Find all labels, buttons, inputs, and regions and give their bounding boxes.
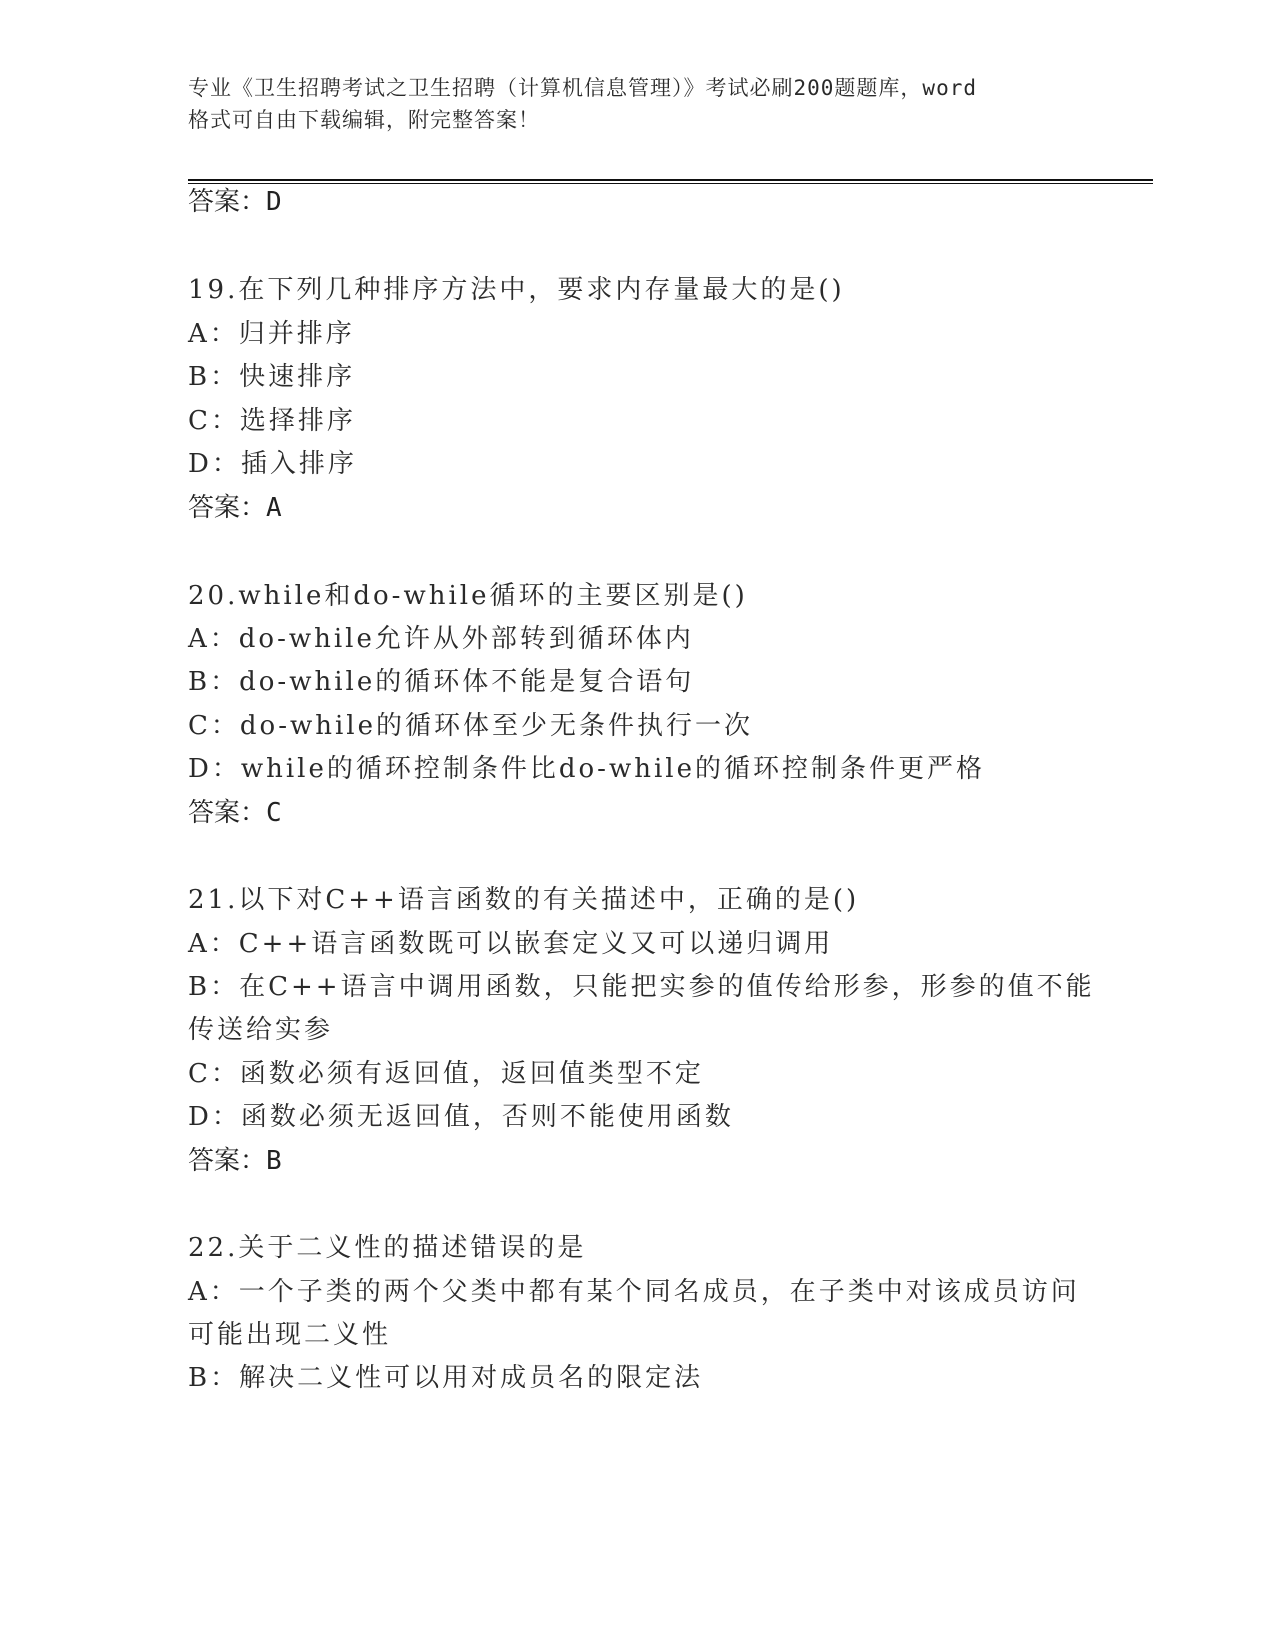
question-21-option-d: D：函数必须无返回值，否则不能使用函数 (188, 1102, 734, 1132)
question-20-stem: 20.while和do-while循环的主要区别是() (188, 581, 748, 611)
question-21-option-a: A：C++语言函数既可以嵌套定义又可以递归调用 (188, 929, 834, 959)
question-21-option-c: C：函数必须有返回值，返回值类型不定 (188, 1059, 704, 1089)
question-19-option-a: A：归并排序 (188, 319, 355, 349)
question-20-option-b: B：do-while的循环体不能是复合语句 (188, 667, 695, 697)
answer-20: 答案：C (188, 798, 282, 828)
question-21-option-b-continued: 传送给实参 (188, 1015, 334, 1045)
question-20-option-c: C：do-while的循环体至少无条件执行一次 (188, 711, 753, 741)
answer-18: 答案：D (188, 187, 282, 217)
answer-21: 答案：B (188, 1146, 282, 1176)
question-22-option-b: B：解决二义性可以用对成员名的限定法 (188, 1363, 704, 1393)
question-19-stem: 19.在下列几种排序方法中，要求内存量最大的是() (188, 275, 845, 305)
header-divider-thick (188, 179, 1153, 181)
question-21-option-b: B：在C++语言中调用函数，只能把实参的值传给形参，形参的值不能 (188, 972, 1095, 1002)
question-19-option-b: B：快速排序 (188, 362, 356, 392)
question-22-option-a-continued: 可能出现二义性 (188, 1320, 392, 1350)
header-divider-thin (188, 183, 1153, 184)
question-19-option-d: D：插入排序 (188, 449, 357, 479)
question-20-option-a: A：do-while允许从外部转到循环体内 (188, 624, 694, 654)
header-line-2: 格式可自由下载编辑，附完整答案！ (188, 108, 540, 132)
document-header (188, 72, 1088, 136)
answer-19: 答案：A (188, 493, 282, 523)
question-22-option-a: A：一个子类的两个父类中都有某个同名成员，在子类中对该成员访问 (188, 1277, 1080, 1307)
question-20-option-d: D：while的循环控制条件比do-while的循环控制条件更严格 (188, 754, 985, 784)
question-19-option-c: C：选择排序 (188, 406, 356, 436)
question-21-stem: 21.以下对C++语言函数的有关描述中，正确的是() (188, 885, 860, 915)
header-line-1: 专业《卫生招聘考试之卫生招聘（计算机信息管理）》考试必刷200题题库，word (188, 76, 977, 100)
question-22-stem: 22.关于二义性的描述错误的是 (188, 1233, 587, 1263)
